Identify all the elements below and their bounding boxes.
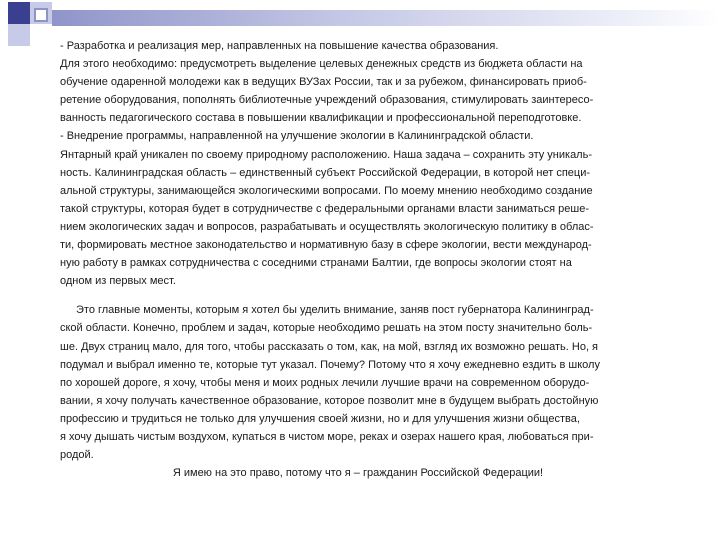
- text-line: - Внедрение программы, направленной на улучшение экологии в Калининградской области.: [60, 130, 534, 143]
- text-line: ность. Калининградская область – единственный субъект Российской Федерации, в которой нет специ-: [60, 166, 591, 179]
- title-gradient-bar: [52, 10, 720, 26]
- text-line: обучение одаренной молодежи как в ведущих ВУЗах России, так и за рубежом, финансировать приоб-: [60, 76, 587, 89]
- text-line: такой структуры, которая будет в сотрудничестве с федеральными органами власти заниматься реше-: [60, 202, 589, 215]
- text-line: нием экологических задач и вопросов, разрабатывать и осуществлять экологическую политику в облас-: [60, 220, 594, 233]
- text-line: вании, я хочу получать качественное образование, которое позволит мне в будущем выбрать достойную: [60, 394, 599, 407]
- text-line: ванность педагогического состава в повышении квалификации и профессиональной переподготовке.: [60, 112, 582, 125]
- text-line: профессию и трудиться не только для улучшения своей жизни, но и для улучшения жизни общества,: [60, 412, 580, 425]
- text-line: ретение оборудования, пополнять библиотечные учреждений образования, стимулировать заинтересо-: [60, 94, 594, 107]
- text-line: одном из первых мест.: [60, 275, 176, 288]
- text-line: по хорошей дороге, я хочу, чтобы меня и моих родных лечили лучшие врачи на современном оборудо-: [60, 376, 590, 389]
- text-line: - Разработка и реализация мер, направленных на повышение качества образования.: [60, 40, 499, 52]
- text-line: я хочу дышать чистым воздухом, купаться в чистом море, реках и озерах нашего края, любоваться при-: [60, 430, 594, 443]
- text-line: Это главные моменты, которым я хотел бы уделить внимание, заняв пост губернатора Калининград-: [76, 304, 594, 317]
- slide-text: [60, 37, 656, 482]
- text-line: родой.: [60, 449, 94, 462]
- text-line: ской области. Конечно, проблем и задач, которые необходимо решать на этом посту значительно боль-: [60, 322, 593, 335]
- text-line: Для этого необходимо: предусмотреть выделение целевых денежных средств из бюджета области на: [60, 58, 583, 71]
- decor-square-outline: [34, 8, 48, 22]
- closing-line: Я имею на это право, потому что я – гражданин Российской Федерации!: [172, 467, 544, 480]
- text-line: альной структуры, занимающейся экологическими вопросами. По моему мнению необходимо создание: [60, 184, 593, 197]
- text-line: ную работу в рамках сотрудничества с соседними странами Балтии, где вопросы экологии стоят на: [60, 257, 572, 270]
- text-line: подумал и выбрал именно те, которые тут указал. Почему? Потому что я хочу ежедневно ездить в школу: [60, 358, 600, 371]
- decor-square-dark: [8, 2, 30, 24]
- text-line: ти, формировать местное законодательство и нормативную базу в сфере экологии, вести международ-: [60, 239, 592, 252]
- text-line: ше. Двух страниц мало, для того, чтобы рассказать о том, как, на мой, взгляд их возможно решать. Но, я: [60, 340, 599, 353]
- decor-square-light-2: [8, 24, 30, 46]
- text-line: Янтарный край уникален по своему природному расположению. Наша задача – сохранить эту уникаль-: [60, 148, 592, 161]
